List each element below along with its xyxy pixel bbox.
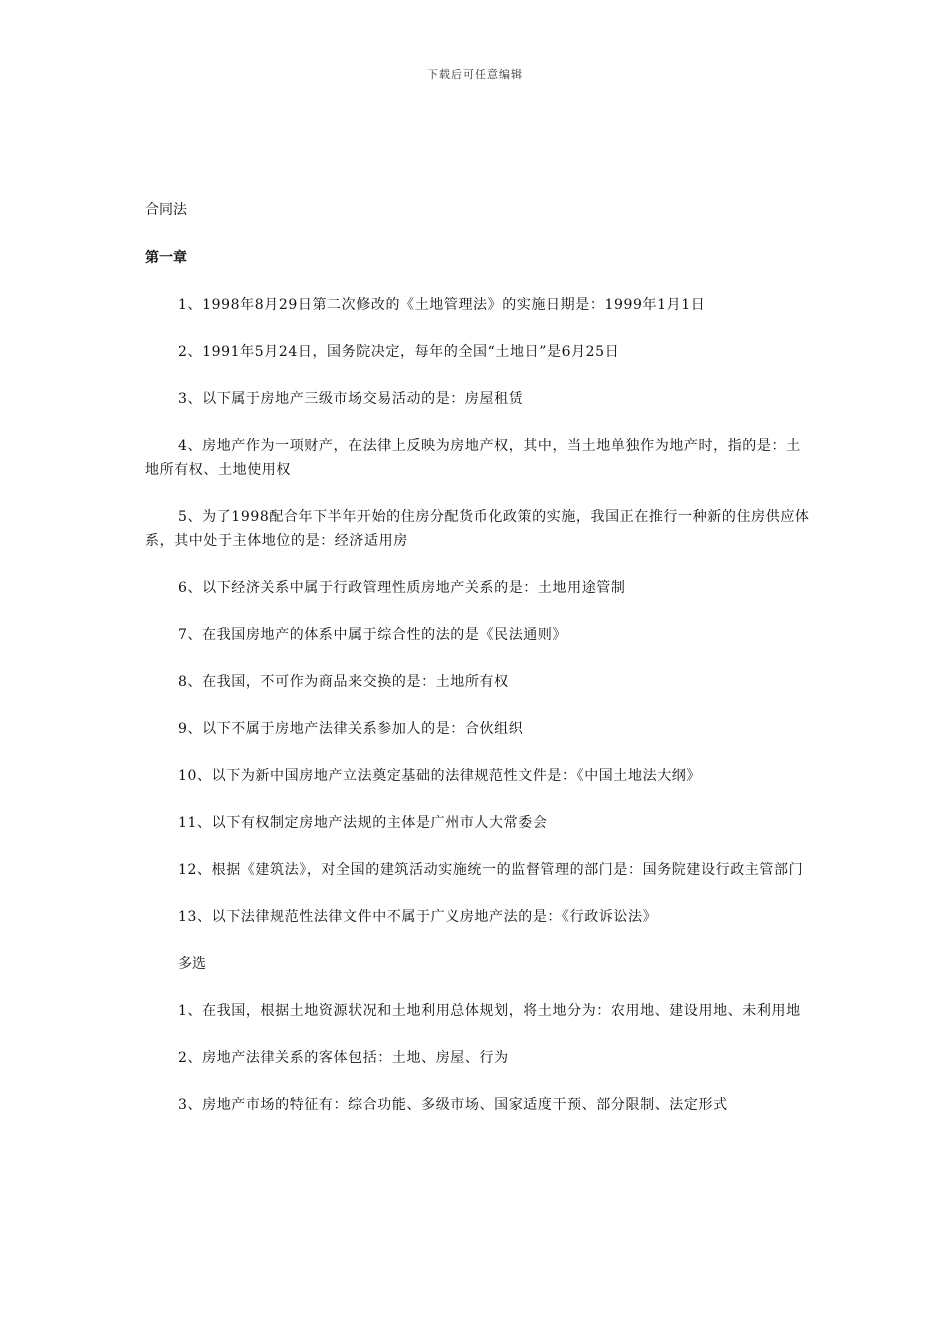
- chapter-heading: 第一章: [145, 250, 187, 266]
- question-item: 2、房地产法律关系的客体包括：土地、房屋、行为: [178, 1050, 509, 1066]
- question-item: 1、在我国，根据土地资源状况和土地利用总体规划，将土地分为：农用地、建设用地、未利用地: [178, 1003, 801, 1019]
- document-body: [145, 198, 815, 1140]
- question-item: 6、以下经济关系中属于行政管理性质房地产关系的是：土地用途管制: [178, 580, 626, 596]
- question-item: 4、房地产作为一项财产，在法律上反映为房地产权，其中，当土地单独作为地产时，指的是：土地所有权、土地使用权: [145, 438, 801, 478]
- page-header-note: 下载后可任意编辑: [427, 68, 523, 81]
- question-item: 12、根据《建筑法》，对全国的建筑活动实施统一的监督管理的部门是：国务院建设行政主管部门: [178, 862, 804, 878]
- question-item: 2、1991年5月24日，国务院决定，每年的全国“土地日”是6月25日: [178, 344, 620, 360]
- question-item: 13、以下法律规范性法律文件中不属于广义房地产法的是：《行政诉讼法》: [178, 909, 658, 925]
- question-item: 3、房地产市场的特征有：综合功能、多级市场、国家适度干预、部分限制、法定形式: [178, 1097, 728, 1113]
- multiple-choice-label: 多选: [178, 956, 206, 972]
- question-item: 1、1998年8月29日第二次修改的《土地管理法》的实施日期是：1999年1月1日: [178, 297, 706, 313]
- question-item: 9、以下不属于房地产法律关系参加人的是：合伙组织: [178, 721, 524, 737]
- question-item: 11、以下有权制定房地产法规的主体是广州市人大常委会: [178, 815, 548, 831]
- question-item: 10、以下为新中国房地产立法奠定基础的法律规范性文件是：《中国土地法大纲》: [178, 768, 702, 784]
- question-item: 3、以下属于房地产三级市场交易活动的是：房屋租赁: [178, 391, 524, 407]
- question-item: 5、为了1998配合年下半年开始的住房分配货币化政策的实施，我国正在推行一种新的住房供应体系，其中处于主体地位的是：经济适用房: [145, 509, 810, 549]
- document-title: 合同法: [145, 202, 187, 218]
- question-item: 8、在我国，不可作为商品来交换的是：土地所有权: [178, 674, 509, 690]
- question-item: 7、在我国房地产的体系中属于综合性的法的是《民法通则》: [178, 627, 568, 643]
